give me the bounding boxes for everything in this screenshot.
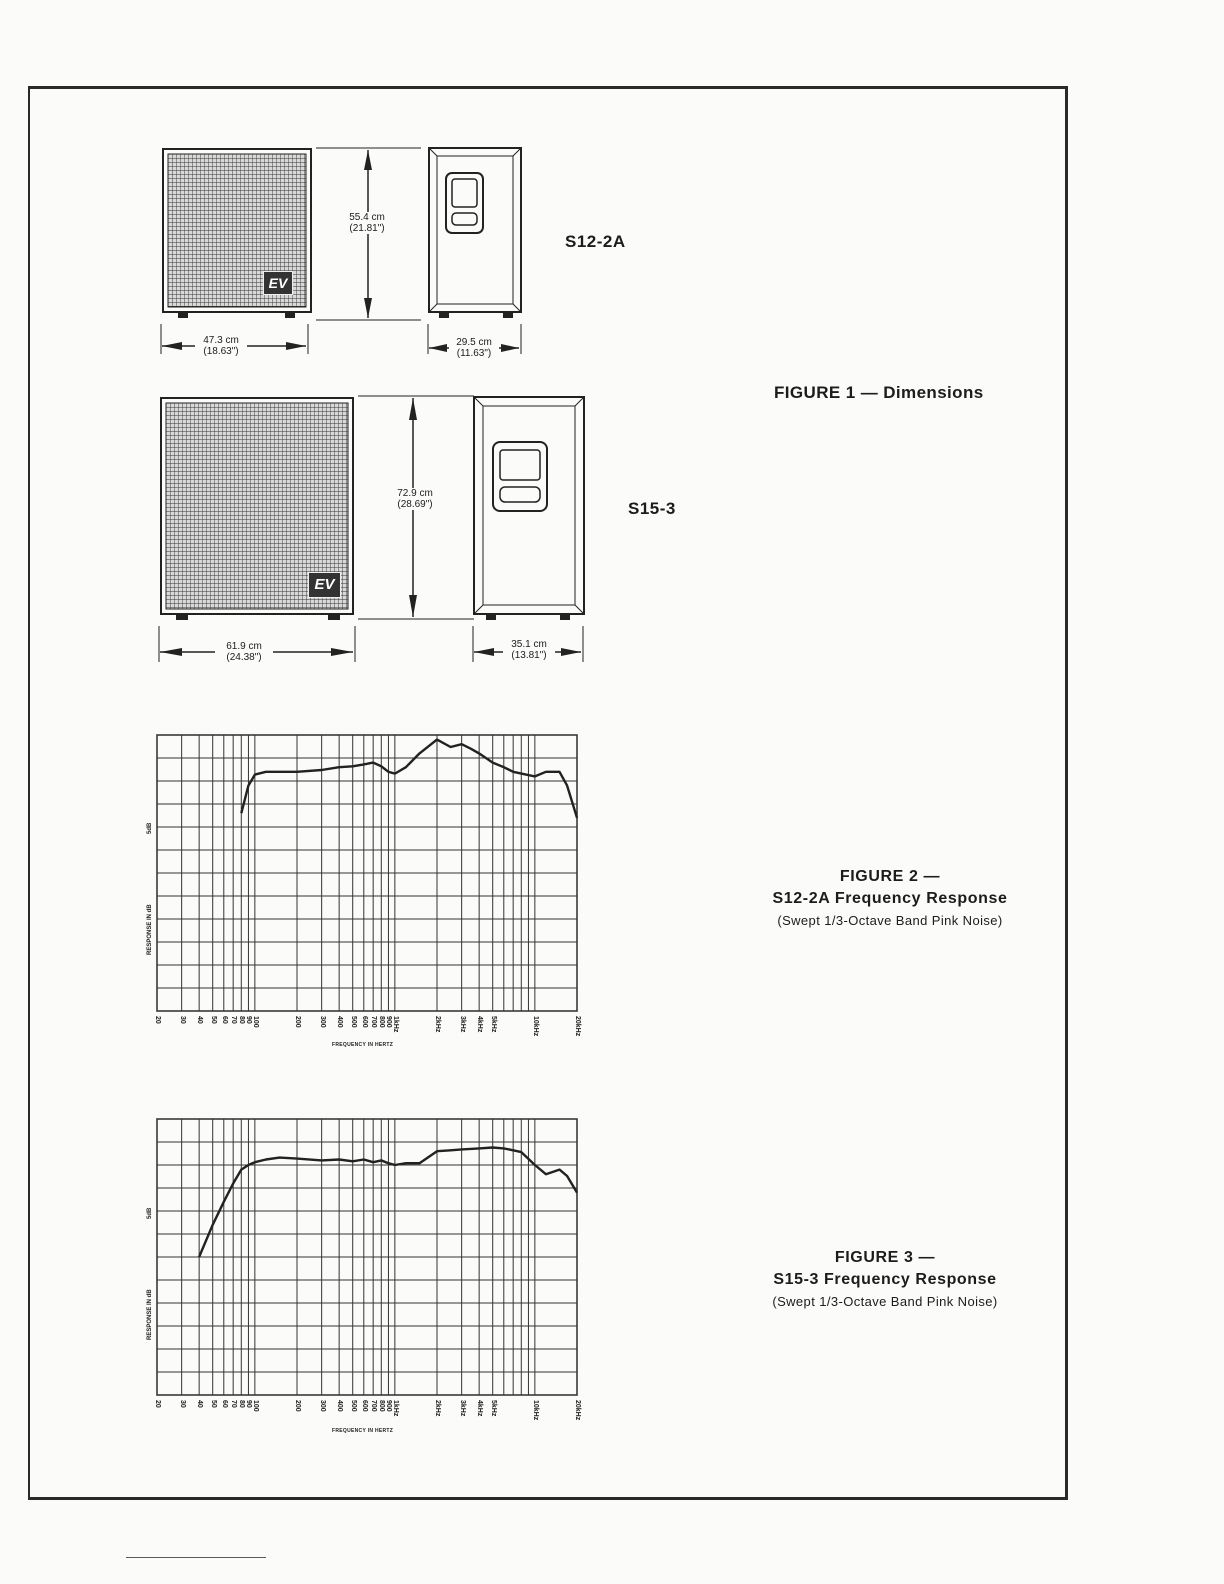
x-tick-label: 30 [178, 1400, 186, 1408]
s12-front-view [160, 146, 316, 322]
x-tick-label: 20 [154, 1400, 161, 1408]
x-tick-label: 400 [336, 1016, 344, 1028]
y-axis-label: RESPONSE IN dB [147, 1289, 153, 1340]
x-tick-label: 5kHz [489, 1016, 497, 1033]
figure2-note: (Swept 1/3-Octave Band Pink Noise) [777, 913, 1003, 928]
figure2-title: FIGURE 2 — [839, 868, 941, 885]
x-tick-label: 1kHz [391, 1400, 399, 1417]
x-tick-label: 70 [230, 1016, 238, 1024]
x-tick-label: 80 [238, 1016, 246, 1024]
x-tick-label: 700 [370, 1016, 378, 1028]
y-scale-label: 5dB [147, 1207, 153, 1219]
s15-depth-label: 35.1 cm (13.81") [503, 639, 555, 661]
x-tick-label: 1kHz [391, 1016, 399, 1033]
x-tick-label: 20kHz [574, 1400, 581, 1421]
x-tick-label: 10kHz [531, 1400, 539, 1421]
x-tick-label: 800 [378, 1400, 386, 1412]
figure2-subtitle: S12-2A Frequency Response [772, 890, 1008, 907]
x-tick-label: 900 [385, 1016, 393, 1028]
x-axis-label: FREQUENCY IN HERTZ [332, 1042, 394, 1048]
x-tick-label: 700 [370, 1400, 378, 1412]
x-tick-label: 4kHz [476, 1016, 484, 1033]
x-tick-label: 4kHz [476, 1400, 484, 1417]
s15-model-label: S15-3 [628, 499, 676, 518]
x-tick-label: 2kHz [434, 1016, 441, 1033]
x-tick-label: 50 [209, 1400, 217, 1408]
x-tick-label: 40 [196, 1016, 204, 1024]
x-tick-label: 90 [245, 1016, 253, 1024]
s12-depth-label: 29.5 cm (11.63") [449, 337, 499, 359]
figure3-subtitle: S15-3 Frequency Response [773, 1271, 997, 1288]
figure3-caption [740, 1247, 1030, 1313]
x-tick-label: 300 [318, 1400, 326, 1412]
s12-frequency-chart [155, 733, 579, 1013]
x-tick-label: 70 [230, 1400, 238, 1408]
x-tick-label: 600 [360, 1016, 368, 1028]
s12-side-view [427, 146, 523, 322]
x-tick-label: 100 [251, 1400, 259, 1412]
x-tick-label: 200 [294, 1016, 301, 1028]
x-tick-label: 3kHz [458, 1016, 466, 1033]
x-tick-label: 20kHz [574, 1016, 581, 1037]
x-tick-label: 80 [238, 1400, 246, 1408]
s15-frequency-chart [155, 1117, 579, 1397]
x-tick-label: 90 [245, 1400, 253, 1408]
x-tick-label: 800 [378, 1016, 386, 1028]
x-tick-label: 60 [220, 1016, 228, 1024]
x-tick-label: 600 [360, 1400, 368, 1412]
x-tick-label: 60 [220, 1400, 228, 1408]
x-tick-label: 900 [385, 1400, 393, 1412]
ev-logo-large: EV [308, 572, 341, 598]
x-tick-label: 50 [209, 1016, 217, 1024]
s12-width-label: 47.3 cm (18.63") [195, 335, 247, 357]
figure1-caption: FIGURE 1 — Dimensions [774, 383, 984, 402]
x-tick-label: 10kHz [531, 1016, 539, 1037]
x-axis-label: FREQUENCY IN HERTZ [332, 1428, 394, 1434]
x-tick-label: 100 [251, 1016, 259, 1028]
x-tick-label: 500 [349, 1400, 357, 1412]
x-tick-label: 2kHz [434, 1400, 441, 1417]
s15-width-label: 61.9 cm (24.38") [215, 641, 273, 663]
s12-height-arrow [316, 148, 426, 323]
x-tick-label: 3kHz [458, 1400, 466, 1417]
x-tick-label: 500 [349, 1016, 357, 1028]
x-tick-label: 30 [178, 1016, 186, 1024]
x-tick-label: 5kHz [489, 1400, 497, 1417]
x-tick-label: 20 [154, 1016, 161, 1024]
figure3-note: (Swept 1/3-Octave Band Pink Noise) [772, 1294, 998, 1309]
y-scale-label: 5dB [147, 822, 153, 834]
x-tick-label: 400 [336, 1400, 344, 1412]
x-tick-label: 40 [196, 1400, 204, 1408]
s12-model-label: S12-2A [565, 232, 626, 251]
figure3-title: FIGURE 3 — [834, 1249, 936, 1266]
s15-height-label: 72.9 cm (28.69") [384, 488, 446, 510]
s12-height-label: 55.4 cm (21.81") [336, 212, 398, 234]
x-tick-label: 200 [294, 1400, 301, 1412]
figure2-caption [745, 866, 1035, 932]
y-axis-label: RESPONSE IN dB [147, 904, 153, 955]
s15-side-view [472, 395, 586, 623]
ev-logo: EV [263, 271, 293, 295]
x-tick-label: 300 [318, 1016, 326, 1028]
footer-rule [126, 1557, 266, 1558]
